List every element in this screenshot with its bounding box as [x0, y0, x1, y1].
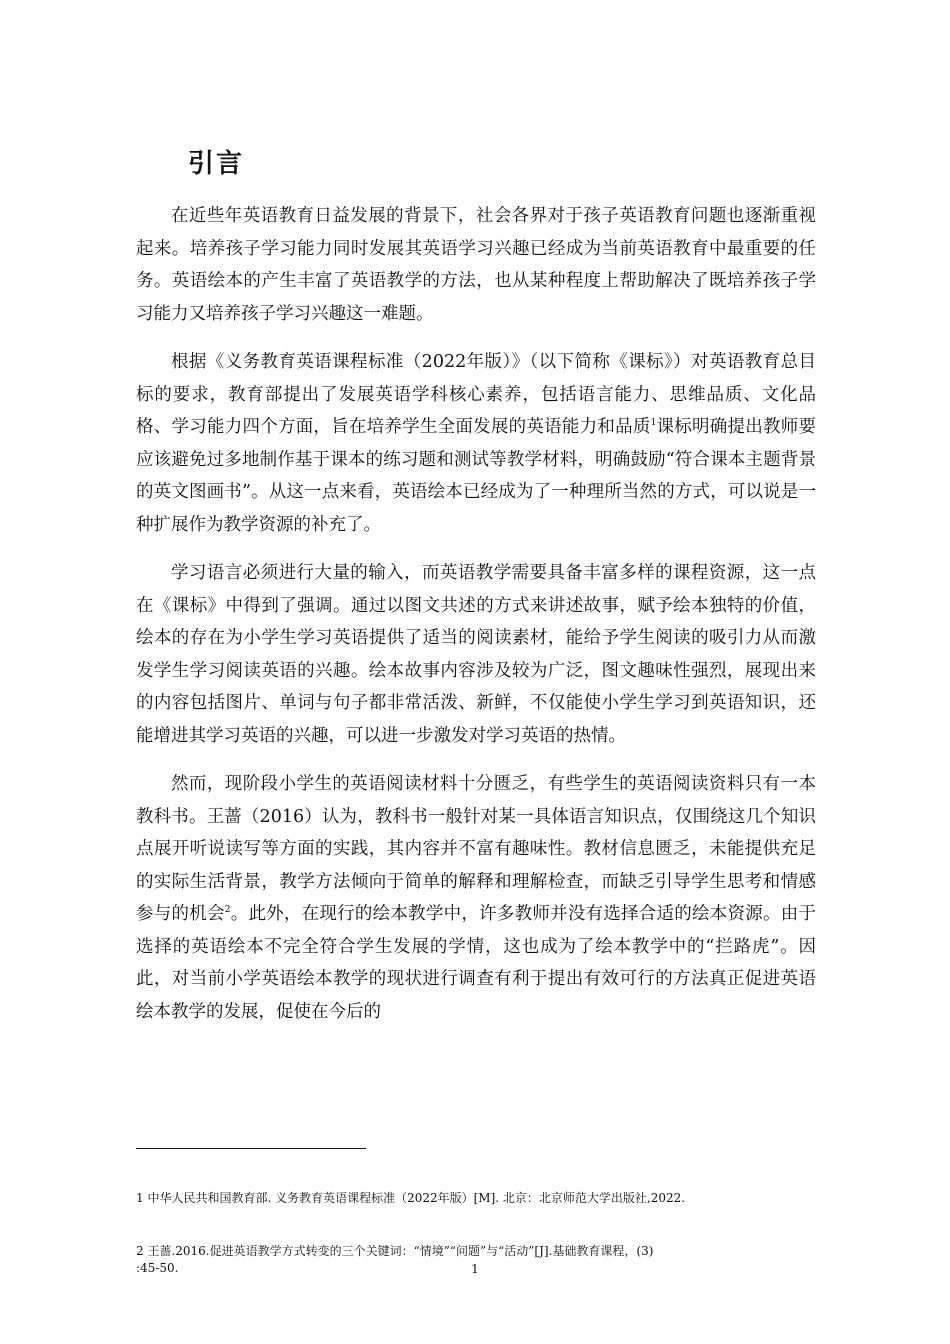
- paragraph-4-text-cont: 。此外，在现行的绘本教学中，许多教师并没有选择合适的绘本资源。由于选择的英语绘本不完全符合学生发展的学情，这也成为了绘本教学中的“拦路虎”。因此，对当前小学英语绘本教学的现状进行调查有利于提出有效可行的方法真正促进英语绘本教学的发展，促使在今后的: [136, 904, 816, 1022]
- page-number: 1: [471, 1262, 479, 1276]
- section-title: 引言: [188, 149, 245, 179]
- body-text: [136, 200, 816, 1044]
- footnote-1: 1 中华人民共和国教育部. 义务教育英语课程标准（2022年版）[M]. 北京：北京师范大学出版社,2022.: [136, 1191, 686, 1205]
- footnote-ref-1: 1: [650, 418, 657, 428]
- paragraph-2-text-cont: 课标明确提出教师要应该避免过多地制作基于课本的练习题和测试等教学材料，明确鼓励“符合课本主题背景的英文图画书”。从这一点来看，英语绘本已经成为了一种理所当然的方式，可以说是一种扩展作为教学资源的补充了。: [136, 417, 817, 535]
- footnote-2: 2 王蔷.2016.促进英语教学方式转变的三个关键词：“情境”“问题”与“活动”[J].基础教育课程，(3) :45-50.: [136, 1243, 654, 1275]
- footnote-ref-2: 2: [224, 905, 231, 915]
- paragraph-2: [136, 346, 816, 541]
- footnote-separator: [136, 1148, 366, 1149]
- paragraph-3-text: 学习语言必须进行大量的输入，而英语教学需要具备丰富多样的课程资源，这一点在《课标》中得到了强调。通过以图文共述的方式来讲述故事，赋予绘本独特的价值，绘本的存在为小学生学习英语提供了适当的阅读素材，能给予学生阅读的吸引力从而激发学生学习阅读英语的兴趣。绘本故事内容涉及较为广泛，图文趣味性强烈，展现出来的内容包括图片、单词与句子都非常活泼、新鲜，不仅能使小学生学习到英语知识，还能增进其学习英语的兴趣，可以进一步激发对学习英语的热情。: [136, 563, 816, 746]
- paragraph-3: [136, 557, 816, 752]
- paragraph-1-text: 在近些年英语教育日益发展的背景下，社会各界对于孩子英语教育问题也逐渐重视起来。培养孩子学习能力同时发展其英语学习兴趣已经成为当前英语教育中最重要的任务。英语绘本的产生丰富了英语教学的方法，也从某种程度上帮助解决了既培养孩子学习能力又培养孩子学习兴趣这一难题。: [136, 206, 816, 324]
- paragraph-4-text: 然而，现阶段小学生的英语阅读材料十分匮乏，有些学生的英语阅读资料只有一本教科书。王蔷（2016）认为，教科书一般针对某一具体语言知识点，仅围绕这几个知识点展开听说读写等方面的实践，其内容并不富有趣味性。教材信息匮乏，未能提供充足的实际生活背景，教学方法倾向于简单的解释和理解检查，而缺乏引导学生思考和情感参与的机会: [136, 774, 816, 924]
- footnotes: [136, 1155, 826, 1313]
- paragraph-4: [136, 768, 816, 1028]
- paragraph-1: [136, 200, 816, 330]
- paragraph-2-text: 根据《义务教育英语课程标准（2022年版）》（以下简称《课标》）对英语教育总目标的要求，教育部提出了发展英语学科核心素养，包括语言能力、思维品质、文化品格、学习能力四个方面，旨在培养学生全面发展的英语能力和品质: [136, 352, 816, 437]
